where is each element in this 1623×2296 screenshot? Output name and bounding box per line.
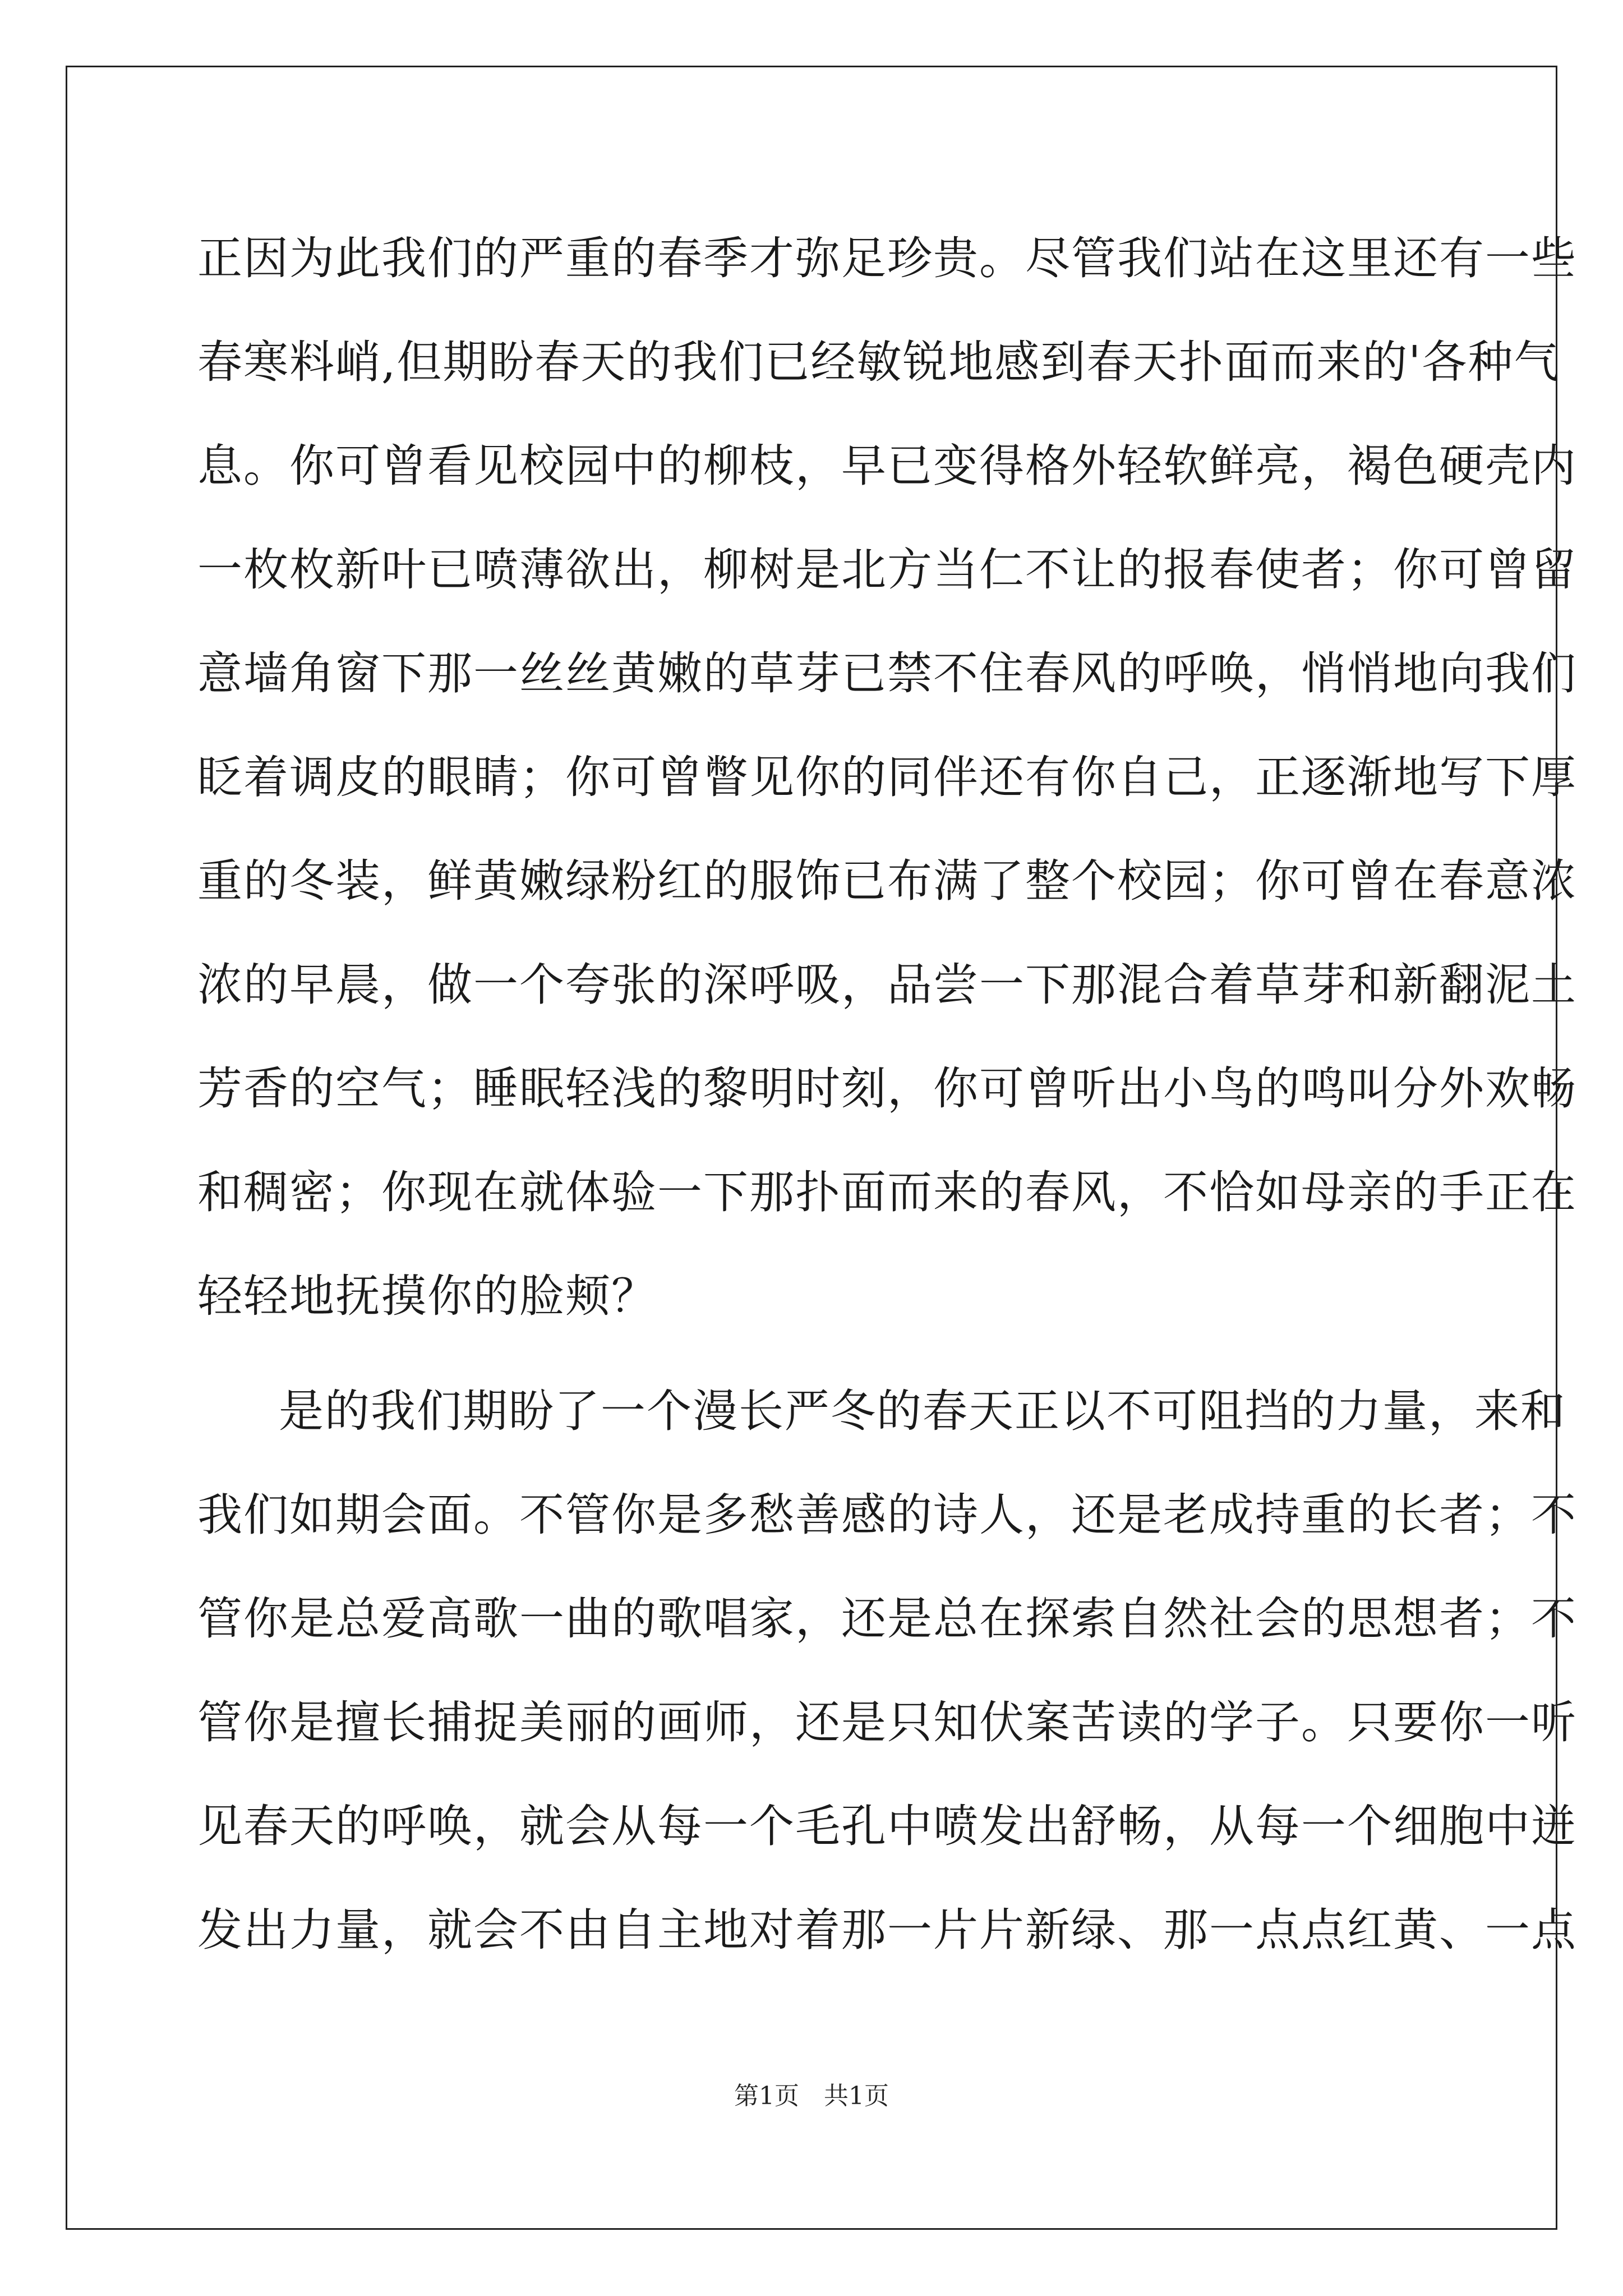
paragraph-1-line-4: 一枚枚新叶已喷薄欲出，柳树是北方当仁不让的报春使者；你可曾留 <box>197 544 1577 596</box>
paragraph-2-line-6: 发出力量，就会不由自主地对着那一片片新绿、那一点点红黄、一点 <box>197 1904 1577 1956</box>
paragraph-2-line-1: 是的我们期盼了一个漫长严冬的春天正以不可阻挡的力量，来和 <box>279 1385 1566 1437</box>
paragraph-spacer <box>197 1348 1431 1359</box>
paragraph-1-line-9: 芳香的空气；睡眠轻浅的黎明时刻，你可曾听出小鸟的鸣叫分外欢畅 <box>197 1062 1577 1115</box>
paragraph-1-line-3: 息。你可曾看见校园中的柳枝，早已变得格外轻软鲜亮，褐色硬壳内 <box>197 440 1577 492</box>
paragraph-1-line-6: 眨着调皮的眼睛；你可曾瞥见你的同伴还有你自己，正逐渐地写下厚 <box>197 751 1577 803</box>
paragraph-1-line-8: 浓的早晨，做一个夸张的深呼吸，品尝一下那混合着草芽和新翻泥土 <box>197 959 1577 1011</box>
paragraph-1-line-2: 春寒料峭,但期盼春天的我们已经敏锐地感到春天扑面而来的'各种气 <box>197 336 1560 388</box>
paragraph-1-line-11: 轻轻地抚摸你的脸颊？ <box>197 1270 657 1322</box>
paragraph-2-line-2: 我们如期会面。不管你是多愁善感的诗人，还是老成持重的长者；不 <box>197 1489 1577 1541</box>
paragraph-2-line-5: 见春天的呼唤，就会从每一个毛孔中喷发出舒畅，从每一个细胞中迸 <box>197 1800 1577 1852</box>
document-body <box>197 206 1577 1982</box>
paragraph-1-line-1: 正因为此我们的严重的春季才弥足珍贵。尽管我们站在这里还有一些 <box>197 232 1577 284</box>
paragraph-2-line-3: 管你是总爱高歌一曲的歌唱家，还是总在探索自然社会的思想者；不 <box>197 1593 1577 1645</box>
paragraph-1-line-10: 和稠密；你现在就体验一下那扑面而来的春风，不恰如母亲的手正在 <box>197 1166 1577 1218</box>
paragraph-1-line-7: 重的冬装，鲜黄嫩绿粉红的服饰已布满了整个校园；你可曾在春意浓 <box>197 855 1577 907</box>
paragraph-1-line-5: 意墙角窗下那一丝丝黄嫩的草芽已禁不住春风的呼唤，悄悄地向我们 <box>197 647 1577 700</box>
paragraph-2-line-4: 管你是擅长捕捉美丽的画师，还是只知伏案苦读的学子。只要你一听 <box>197 1696 1577 1749</box>
page-footer: 第1页 共1页 <box>734 2082 889 2110</box>
